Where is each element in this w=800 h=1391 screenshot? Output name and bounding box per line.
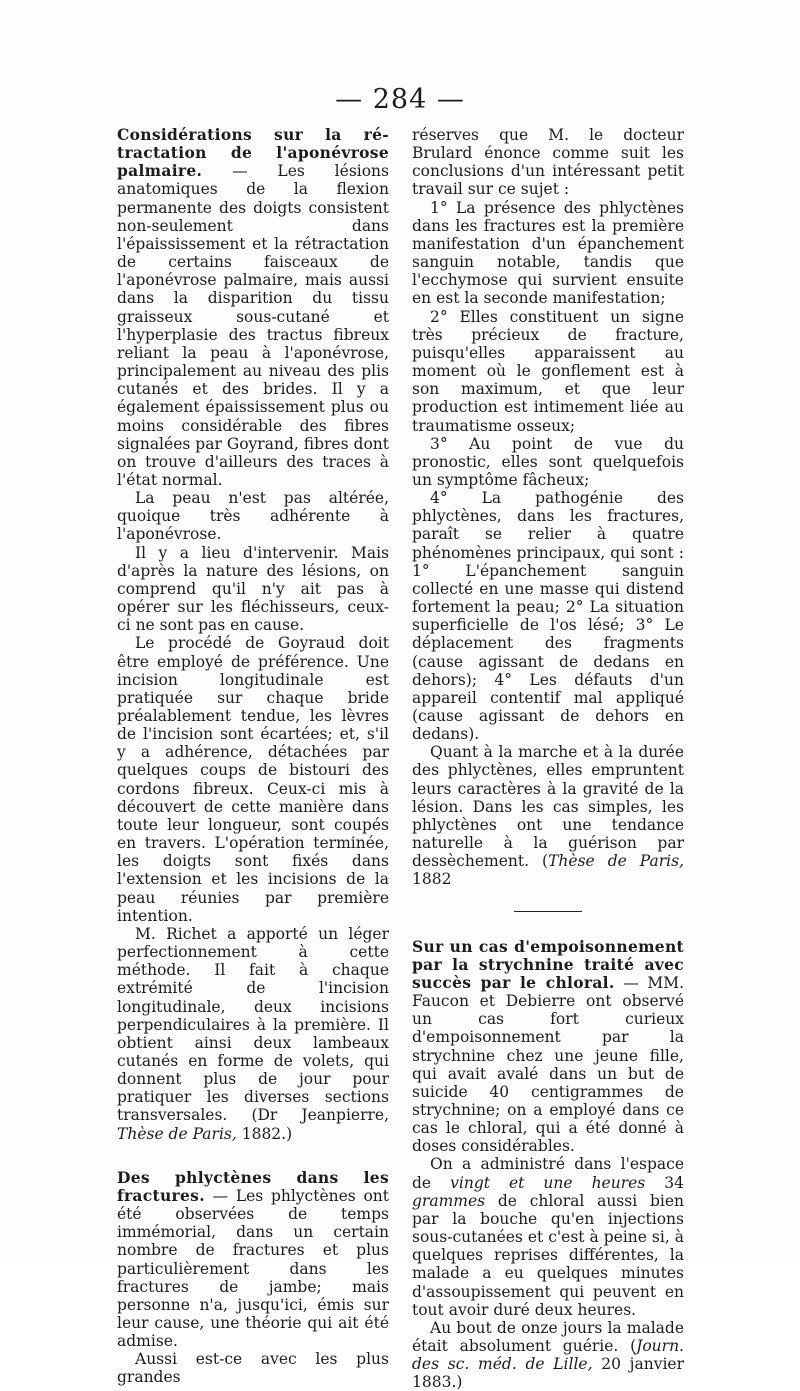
section-divider <box>514 911 582 912</box>
section-spacer <box>117 1143 389 1169</box>
article-paragraph: Des phlyctènes dans les fractures. — Les phlyctènes ont été observées de temps immémorial, dans un certain nombre de fractures et plus particulièrement dans les fractures de jambe; mais personne n'a, jusqu'ici, émis sur leur cause, une théorie qui ait été admise. <box>117 1167 389 1351</box>
article-paragraph: Au bout de onze jours la malade était absolument guérie. (Journ. des sc. méd. de Lille, 20 janvier 1883.) <box>412 1318 684 1391</box>
article-paragraph: La peau n'est pas altérée, quoique très adhérente à l'aponévrose. <box>117 489 389 544</box>
right-column <box>412 126 684 1391</box>
citation-source: Journ. des sc. méd. de Lille, <box>412 1337 684 1374</box>
article-paragraph: Sur un cas d'empoisonnement par la strychnine traité avec succès par le chloral. — MM. Faucon et Debierre ont observé un cas fort curieux d'empoisonnement par la strychnine chez une jeune fille, qui avait avalé dans un but de suicide 40 centigrammes de strychnine; on a employé dans ce cas le chloral, qui a été donné à doses considérables. <box>412 936 684 1156</box>
conclusion-item: 3° Au point de vue du pronostic, elles sont quelquefois un symptôme fâcheux; <box>412 434 684 489</box>
conclusion-item: 4° La pathogénie des phlyctènes, dans les fractures, paraît se relier à quatre phénomènes principaux, qui sont : 1° L'épanchement sanguin collecté en une masse qui distend fortement la peau; 2° La situation superficielle de l'os lésé; 3° Le déplacement des fragments (cause agissant de dedans en dehors); 4° Les défauts d'un appareil contentif mal appliqué (cause agissant de dehors en dedans). <box>412 489 684 744</box>
conclusion-item: 1° La présence des phlyctènes dans les fractures est la première manifestation d'un épanchement sanguin notable, tandis que l'ecchymose qui survient ensuite en est la seconde manifestation; <box>412 198 684 308</box>
page-number: — 284 — <box>335 84 465 115</box>
article-heading: Considérations sur la ré-tractation de l'aponévrose palmaire. <box>117 125 389 181</box>
article-paragraph: Considérations sur la ré-tractation de l'aponévrose palmaire. — Les lésions anatomiques de la flexion permanente des doigts consistent non-seulement dans l'épaississement et la rétractation de certains faisceaux de l'aponévrose palmaire, mais aussi dans la disparition du tissu graisseux sous-cutané et l'hyperplasie des tractus fibreux reliant la peau à l'aponévrose, principalement au niveau des plis cutanés et des brides. Il y a également épaississement plus ou moins considérable des fibres signalées par Goyrand, fibres dont on trouve d'ailleurs des traces à l'état normal. <box>117 125 389 489</box>
left-column <box>117 126 389 1387</box>
article-paragraph: On a administré dans l'espace de vingt et une heures 34 grammes de chloral aussi bien par la bouche qu'en injections sous-cutanées et c'est à peine si, à quelques reprises différentes, la malade a eu quelques minutes d'assoupissement qui peuvent en tout avoir duré deux heures. <box>412 1155 684 1319</box>
article-paragraph: Aussi est-ce avec les plus grandes <box>117 1350 389 1387</box>
article-paragraph: Quant à la marche et à la durée des phlyctènes, elles empruntent leurs caractères à la gravité de la lésion. Dans les cas simples, les phlyctènes ont une tendance naturelle à la guérison par dessèchement. (Thèse de Paris, 1882 <box>412 743 685 889</box>
article-paragraph: M. Richet a apporté un léger perfectionnement à cette méthode. Il fait à chaque extrémité de l'incision longitudinale, deux incisions perpendiculaires à la première. Il obtient ainsi deux lambeaux cutanés en forme de volets, qui donnent plus de jour pour pratiquer les diverses sections transversales. (Dr Jeanpierre, Thèse de Paris, 1882.) <box>117 924 389 1143</box>
article-paragraph: Le procédé de Goyraud doit être employé de préférence. Une incision longitudinale est pratiquée sur chaque bride préalablement tendue, les lèvres de l'incision sont écartées; et, s'il y a adhérence, détachées par quelques coups de bistouri des cordons fibreux. Ceux-ci mis à découvert de cette manière dans toute leur longueur, sont coupés en travers. L'opération terminée, les doigts sont fixés dans l'extension et les incisions de la peau réunies par première intention. <box>117 634 389 925</box>
article-paragraph: réserves que M. le docteur Brulard énonce comme suit les conclusions d'un intéressant petit travail sur ce sujet : <box>412 126 684 199</box>
citation-source: Thèse de Paris, <box>117 1124 237 1143</box>
citation-source: Thèse de Paris, <box>548 852 685 871</box>
article-heading: Des phlyctènes dans les fractures. <box>117 1167 389 1205</box>
article-paragraph: Il y a lieu d'intervenir. Mais d'après la nature des lésions, on comprend qu'il n'y ait pas à opérer sur les fléchisseurs, ceux-ci ne sont pas en cause. <box>117 543 389 635</box>
conclusion-item: 2° Elles constituent un signe très précieux de fracture, puisqu'elles apparaissent au moment où le gonflement est à son maximum, et que leur production est intimement liée au traumatisme osseux; <box>412 307 684 435</box>
article-heading: Sur un cas d'empoisonnement par la strychnine traité avec succès par le chloral. <box>412 936 684 992</box>
